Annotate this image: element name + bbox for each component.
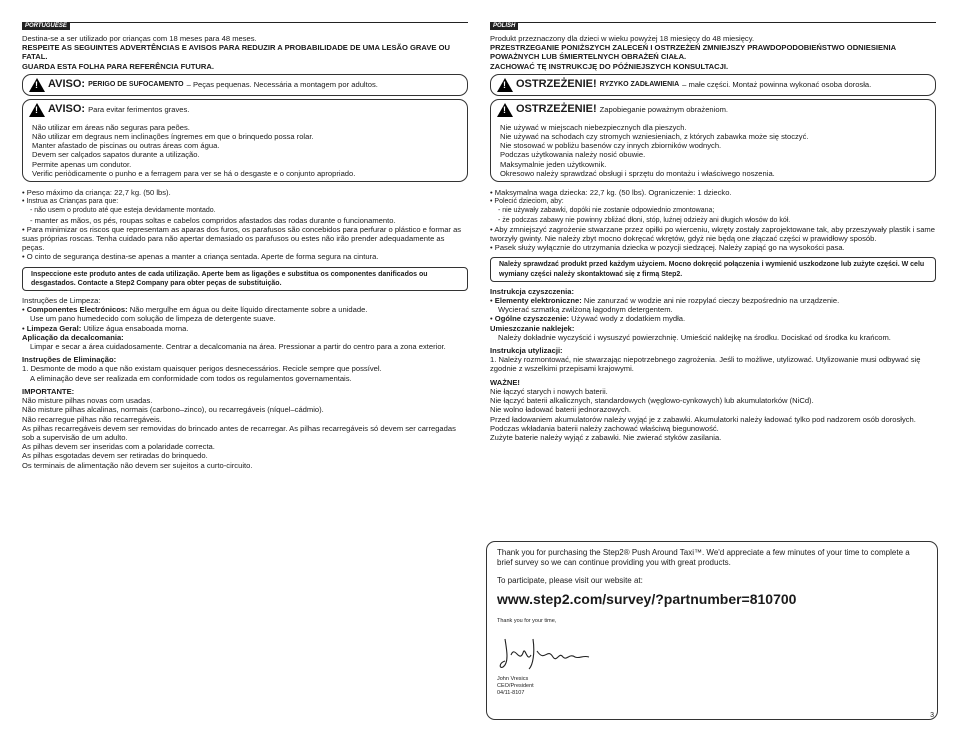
disposal-title: Instruções de Eliminação: [22, 355, 117, 365]
important-line: Não misture pilhas novas com usadas. [22, 396, 153, 406]
bullet-item: • Maksymalna waga dziecka: 22,7 kg. (50 lbs). Ograniczenie: 1 dziecko. [490, 188, 732, 198]
warning-heading: RESPEITE AS SEGUINTES ADVERTÊNCIAS E AVISOS PARA REDUZIR A PROBABILIDADE DE UMA LESÃO GRAVE OU FATAL. [22, 43, 450, 62]
disposal-title: Instrukcja utylizacji: [490, 346, 563, 356]
important-line: Zużyte baterie należy wyjąć z zabawki. Nie zwierać styków zasilania. [490, 432, 722, 442]
keep-sheet-note: GUARDA ESTA FOLHA PARA REFERÊNCIA FUTURA. [22, 61, 214, 71]
electronics-text-2: Wycierać szmatką zwilżoną łagodnym detergentem. [498, 305, 673, 315]
important-title: WAŻNE! [490, 377, 520, 387]
bullet-list [490, 188, 936, 252]
thank-you-line: Thank you for your time, [497, 618, 557, 624]
inspection-notice: Należy sprawdzać produkt przed każdym użyciem. Mocno dokręcić połączenia i wymienić uszkodzone lub zużyte części. W celu wymiany części należy skontaktować się z firmą Step2. [490, 257, 936, 281]
portuguese-column: PORTUGUÊSE Destina-se a ser utilizado por crianças com 18 meses para 48 meses. RESPEITE AS SEGUINTES ADVERTÊNCIAS E AVISOS PARA REDUZIR A PROBABILIDADE DE UMA LESÃO GRAVE OU FATAL. GUARDA ESTA FOLHA PARA REFERÊNCIA FUTURA. ! AVISO: PERIGO DE SUFOCAMENTO – Peças pequenas. Necessária a montagem por adultos. ! AVISO: Para evitar ferimentos graves. Não utilizar em áreas não seguras para peões. Não utilizar em degraus nem inclinações íngremes em que o brinquedo possa rolar. Manter afastado de piscinas ou outras áreas com água. Devem ser calçados sapatos durante a utilização. Permite apenas um condutor. Verific periòdicamente o punho e a ferragem para ver se há o desgaste e o conjunto apropriado. • Peso máximo da criança: 22,7 kg. (50 lbs). • Instrua as Crianças para que: - não usem o produto até que esteja devidamente montado. - manter as mãos, os pés, roupas soltas e cabelos compridos afastados das rodas durante o funcionamento. • Para minimizar os riscos que representam as aparas dos furos, os parafusos são concebidos para perfurar o plástico e formar as suas próprias roscas. Tenha cuidado para não apertar demasiado os parafusos ou estes não irão prender adequadamente as peças. • O cinto de segurança destina-se apenas a manter a criança sentada. Aperte de forma segura na cintura. Inspeccione este produto antes de cada utilização. Aperte bem as ligações e substitua os componentes danificados ou desgastados. Contacte a Step2 Company para obter peças de substituição. Instruções de Limpeza: • Componentes Electrónicos: Não mergulhe em água ou deite líquido directamente sobre a unidade. Use um pano humedecido com solução de limpeza de detergente suave. • Limpeza Geral: Utilize água ensaboada morna. Aplicação da decalcomania: Limpar e secar a área cuidadosamente. Centrar a decalcomania na área. Pressionar a partir do centro para a zona exterior. Instruções de Eliminação: 1. Desmonte de modo a que não existam quaisquer perigos desnecessários. Recicle sempre que possível. A eliminação deve ser realizada em conformidade com todos os regulamentos governamentais. IMPORTANTE: Não misture pilhas novas com usadas. Não misture pilhas alcalinas, normais (carbono–zinco), ou recarregáveis (níquel–cádmio). Não recarregue pilhas não recarregáveis. As pilhas recarregáveis devem ser removidas do brincado antes de recarregar. As pilhas recarregáveis só devem ser carregadas sob a supervisão de um adulto. As pilhas devem ser inseridas com a polaridade correcta. As pilhas esgotadas devem ser retiradas do brinquedo. Os terminais de alimentação não devem ser sujeitos a curto-circuito. [22, 22, 468, 470]
decal-title: Umieszczanie naklejek: [490, 323, 575, 333]
bullet-item: • Instrua as Crianças para que: [22, 198, 119, 206]
sub-item: - że podczas zabawy nie powinny zbliżać dłoni, stóp, luźnej odzieży ani długich włosów do kół. [498, 216, 791, 224]
warning-line: Nie używać na schodach czy stromych wzniesieniach, z których zabawka może się stoczyć. [500, 132, 809, 142]
electronics-label: Elementy elektroniczne: [494, 296, 582, 306]
important-line: Não misture pilhas alcalinas, normais (carbono–zinco), ou recarregáveis (níquel–cádmio). [22, 405, 324, 415]
polish-column: POLISH Produkt przeznaczony dla dzieci w wieku powyżej 18 miesięcy do 48 miesięcy. PRZESTRZEGANIE PONIŻSZYCH ZALECEŃ I OSTRZEŻEŃ ZMNIEJSZY PRAWDOPODOBIEŃSTWO ODNIESIENIA POWAŻNYCH LUB ŚMIERTELNYCH OBRAŻEŃ CIAŁA. ZACHOWAĆ TĘ INSTRUKCJĘ DO PÓŹNIEJSZYCH KONSULTACJI. ! OSTRZEŻENIE! RYZYKO ZADŁAWIENIA – małe części. Montaż powinna wykonać osoba dorosła. ! OSTRZEŻENIE! Zapobieganie poważnym obrażeniom. Nie używać w miejscach niebezpiecznych dla pieszych. Nie używać na schodach czy stromych wzniesieniach, z których zabawka może się stoczyć. Nie stosować w pobliżu basenów czy innych zbiorników wodnych. Podczas użytkowania należy nosić obuwie. Maksymalnie jeden użytkownik. Okresowo należy sprawdzać obsługi i sprzętu do montażu i właściwego noszenia. • Maksymalna waga dziecka: 22,7 kg. (50 lbs). Ograniczenie: 1 dziecko. • Polecić dzieciom, aby: - nie używały zabawki, dopóki nie zostanie odpowiednio zmontowana; - że podczas zabawy nie powinny zbliżać dłoni, stóp, luźnej odzieży ani długich włosów do kół. • Aby zmniejszyć zagrożenie stwarzane przez opiłki po wierceniu, wkręty zostały zaprojektowane tak, aby przeszywały plastik i same tworzyły gwinty. Nie należy zbyt mocno dokręcać wkrętów, gdyż nie będą one złączać części w prawidłowy sposób. • Pasek służy wyłącznie do utrzymania dziecka w pozycji siedzącej. Należy zapiąć go na wysokości pasa. Należy sprawdzać produkt przed każdym użyciem. Mocno dokręcić połączenia i wymienić uszkodzone lub zużyte części. W celu wymiany części należy skontaktować się z firmą Step2. Instrukcja czyszczenia: • Elementy elektroniczne: Nie zanurzać w wodzie ani nie rozpylać cieczy bezpośrednio na urządzenie. Wycierać szmatką zwilżoną łagodnym detergentem. • Ogólne czyszczenie: Używać wody z dodatkiem mydła. Umieszczanie naklejek: Należy dokładnie wyczyścić i wysuszyć powierzchnię. Umieścić naklejkę na środku. Dociskać od środka ku krańcom. Instrukcja utylizacji: 1. Należy rozmontować, nie stwarzając niepotrzebnego zagrożenia. Jeśli to możliwe, utylizować. Utylizowanie musi odbywać się zgodnie z wszelkimi przepisami krajowymi. WAŻNE! Nie łączyć starych i nowych baterii. Nie łączyć baterii alkalicznych, standardowych (węglowo-cynkowych) lub akumulatorków (NiCd). Nie wolno ładować baterii jednorazowych. Przed ładowaniem akumulatorów należy wyjąć je z zabawki. Akumulatorki należy ładować tylko pod nadzorem osób dorosłych. Podczas wkładania baterii należy zachować właściwą biegunowość. Zużyte baterie należy wyjąć z zabawki. Nie zwierać styków zasilania. [490, 22, 936, 442]
disposal-text: 1. Należy rozmontować, nie stwarzając niepotrzebnego zagrożenia. Jeśli to możliwe, utylizować. Utylizowanie musi odbywać się zgodnie z wszelkimi przepisami krajowymi. [490, 355, 921, 374]
warning-line: Permite apenas um condutor. [32, 159, 132, 169]
warning-line: Verific periòdicamente o punho e a ferragem para ver se há o desgaste e o conjunto apropriado. [32, 168, 356, 178]
warning-subtitle: Zapobieganie poważnym obrażeniom. [599, 105, 728, 115]
important-title: IMPORTANTE: [22, 386, 75, 396]
warning-triangle-icon [497, 78, 513, 92]
disposal-text: 1. Desmonte de modo a que não existam quaisquer perigos desnecessários. Recicle sempre que possível. [22, 364, 382, 374]
survey-instructions: To participate, please visit our website at: [497, 576, 643, 585]
bullet-item: • Pasek służy wyłącznie do utrzymania dziecka w pozycji siedzącej. Należy zapiąć go na wysokości pasa. [490, 243, 845, 253]
keep-sheet-note: ZACHOWAĆ TĘ INSTRUKCJĘ DO PÓŹNIEJSZYCH KONSULTACJI. [490, 61, 729, 71]
page-number: 3 [930, 712, 934, 719]
important-line: Przed ładowaniem akumulatorów należy wyjąć je z zabawki. Akumulatorki należy ładować tylko pod nadzorem osób dorosłych. Podczas wkładania baterii należy zachować właściwą biegunowość. [490, 414, 916, 433]
sub-item: - nie używały zabawki, dopóki nie zostanie odpowiednio zmontowana; [498, 207, 715, 215]
age-intro: Produkt przeznaczony dla dzieci w wieku powyżej 18 miesięcy do 48 miesięcy. [490, 34, 755, 43]
injury-warning-box [490, 99, 936, 182]
signer-name: John Vresics [497, 676, 529, 682]
warning-triangle-icon [29, 78, 45, 92]
warning-triangle-icon [497, 103, 513, 117]
choking-hazard-label: RYZYKO ZADŁAWIENIA [599, 81, 680, 89]
sub-item: - manter as mãos, os pés, roupas soltas e cabelos compridos afastados das rodas durante o funcionamento. [30, 215, 396, 225]
age-intro: Destina-se a ser utilizado por crianças com 18 meses para 48 meses. [22, 34, 257, 43]
electronics-text: Não mergulhe em água ou deite líquido directamente sobre a unidade. [127, 305, 368, 315]
warning-line: Devem ser calçados sapatos durante a utilização. [32, 150, 200, 160]
warning-line: Podczas użytkowania należy nosić obuwie. [500, 150, 646, 160]
decal-text: Należy dokładnie wyczyścić i wysuszyć powierzchnię. Umieścić naklejkę na środku. Dociskać od środka ku krańcom. [498, 332, 891, 342]
important-line: Nie łączyć baterii alkalicznych, standardowych (węglowo-cynkowych) lub akumulatorków (NiCd). [490, 396, 814, 406]
choking-hazard-text: – małe części. Montaż powinna wykonać osoba dorosła. [682, 80, 872, 90]
general-cleaning-label: Ogólne czyszczenie: [494, 314, 570, 324]
warning-subtitle: Para evitar ferimentos graves. [88, 105, 190, 115]
important-line: Não recarregue pilhas não recarregáveis. [22, 414, 162, 424]
signature-image [497, 633, 927, 676]
warning-line: Nie stosować w pobliżu basenów czy innych zbiorników wodnych. [500, 141, 722, 151]
survey-thanks: Thank you for purchasing the Step2® Push Around Taxi™. We'd appreciate a few minutes of your time to complete a brief survey so we can continue providing you with great products. [497, 548, 910, 567]
general-cleaning-label: Limpeza Geral: [26, 323, 82, 333]
bullet-item: • Aby zmniejszyć zagrożenie stwarzane przez opiłki po wierceniu, wkręty zostały zaprojektowane tak, aby przeszywały plastik i same tworzyły gwinty. Nie należy zbyt mocno dokręcać wkrętów, gdyż nie będą one złączać części w prawidłowy sposób. [490, 224, 935, 244]
important-line: Os terminais de alimentação não devem ser sujeitos a curto-circuito. [22, 460, 253, 470]
important-line: Nie łączyć starych i nowych baterii. [490, 386, 608, 396]
important-line: As pilhas recarregáveis devem ser removidas do brincado antes de recarregar. As pilhas recarregáveis só devem ser carregadas sob a supervisão de um adulto. [22, 423, 456, 442]
electronics-label: Componentes Electrónicos: [26, 305, 128, 315]
important-line: As pilhas esgotadas devem ser retiradas do brinquedo. [22, 451, 208, 461]
warning-title: OSTRZEŻENIE! [516, 78, 597, 91]
warning-line: Nie używać w miejscach niebezpiecznych dla pieszych. [500, 122, 687, 132]
warning-line: Okresowo należy sprawdzać obsługi i sprzętu do montażu i właściwego noszenia. [500, 168, 775, 178]
general-cleaning-text: Utilize água ensaboada morna. [81, 323, 189, 333]
warning-title: AVISO: [48, 78, 86, 91]
language-tag: PORTUGUÊSE [22, 23, 70, 30]
injury-warning-box [22, 99, 468, 182]
cleaning-title: Instrukcja czyszczenia: [490, 286, 574, 296]
cleaning-title: Instruções de Limpeza: [22, 296, 101, 306]
sub-item: - não usem o produto até que esteja devidamente montado. [30, 207, 216, 215]
decal-text: Limpar e secar a área cuidadosamente. Centrar a decalcomania na área. Pressionar a partir do centro para a zona exterior. [30, 342, 446, 352]
warning-triangle-icon [29, 103, 45, 117]
warning-title: AVISO: [48, 103, 86, 116]
choking-warning-box [22, 74, 468, 96]
survey-box [486, 541, 938, 720]
disposal-text-2: A eliminação deve ser realizada em conformidade com todos os regulamentos governamentais. [30, 373, 352, 383]
inspection-notice: Inspeccione este produto antes de cada utilização. Aperte bem as ligações e substitua os componentes danificados ou desgastados. Contacte a Step2 Company para obter peças de substituição. [22, 267, 468, 291]
warning-line: Maksymalnie jeden użytkownik. [500, 159, 607, 169]
choking-hazard-text: – Peças pequenas. Necessária a montagem por adultos. [186, 80, 378, 90]
important-line: Nie wolno ładować baterii jednorazowych. [490, 405, 631, 415]
language-header [490, 22, 936, 33]
warning-line: Não utilizar em degraus nem inclinações íngremes em que o brinquedo possa rolar. [32, 132, 314, 142]
choking-hazard-label: PERIGO DE SUFOCAMENTO [88, 81, 184, 89]
signer-title: CEO/President [497, 683, 534, 689]
survey-url[interactable]: www.step2.com/survey/?partnumber=810700 [497, 591, 797, 607]
warning-line: Não utilizar em áreas não seguras para peões. [32, 122, 190, 132]
bullet-list [22, 188, 468, 262]
electronics-text-2: Use um pano humedecido com solução de limpeza de detergente suave. [30, 314, 276, 324]
warning-heading: PRZESTRZEGANIE PONIŻSZYCH ZALECEŃ I OSTRZEŻEŃ ZMNIEJSZY PRAWDOPODOBIEŃSTWO ODNIESIENIA POWAŻNYCH LUB ŚMIERTELNYCH OBRAŻEŃ CIAŁA. [490, 43, 896, 62]
choking-warning-box [490, 74, 936, 96]
language-tag: POLISH [490, 23, 518, 30]
document-code: 04/11-8107 [497, 690, 525, 696]
bullet-item: • Peso máximo da criança: 22,7 kg. (50 lbs). [22, 188, 171, 198]
decal-title: Aplicação da decalcomania: [22, 332, 124, 342]
bullet-item: • Para minimizar os riscos que representam as aparas dos furos, os parafusos são concebidos para perfurar o plástico e formar as suas próprias roscas. Tenha cuidado para não apertar demasiado os parafusos ou estes não irão prender adequadamente as peças. [22, 224, 462, 253]
general-cleaning-text: Używać wody z dodatkiem mydła. [569, 314, 686, 324]
warning-line: Manter afastado de piscinas ou outras áreas com água. [32, 141, 220, 151]
warning-title: OSTRZEŻENIE! [516, 103, 597, 116]
important-line: As pilhas devem ser inseridas com a polaridade correcta. [22, 442, 215, 452]
language-header [22, 22, 468, 33]
bullet-item: • Polecić dzieciom, aby: [490, 198, 564, 206]
electronics-text: Nie zanurzać w wodzie ani nie rozpylać cieczy bezpośrednio na urządzenie. [581, 296, 840, 306]
bullet-item: • O cinto de segurança destina-se apenas a manter a criança sentada. Aperte de forma segura na cintura. [22, 252, 379, 262]
